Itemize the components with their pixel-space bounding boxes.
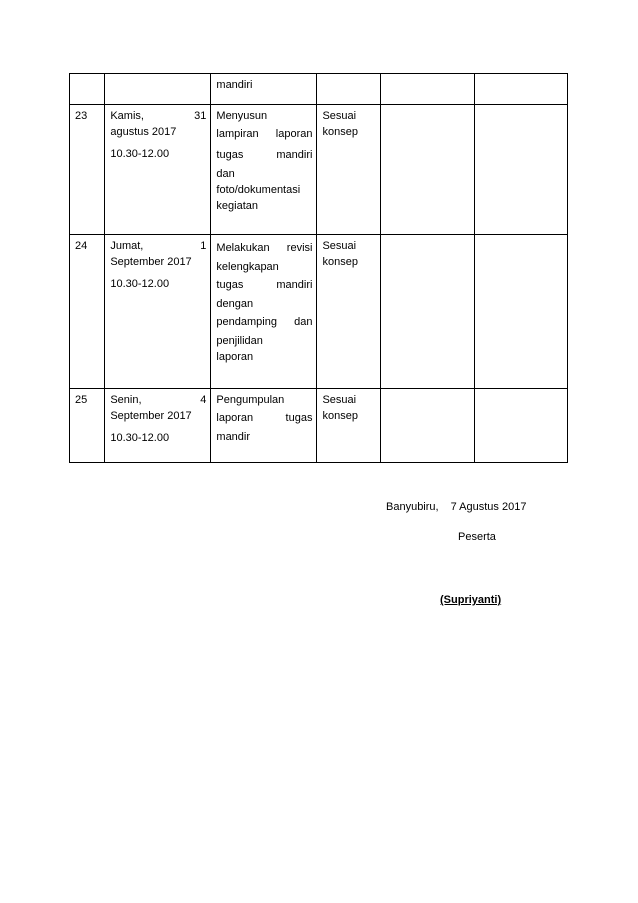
table-row [70, 74, 568, 105]
cell-activity [211, 74, 317, 105]
signature-name: (Supriyanti) [440, 594, 502, 606]
cell-empty [475, 389, 568, 463]
cell-result: Sesuai konsep [317, 235, 381, 389]
cell-empty [475, 74, 568, 105]
cell-empty [475, 105, 568, 235]
activity-log-table [69, 73, 568, 463]
signature-role: Peserta [458, 531, 496, 543]
table-row [70, 235, 568, 389]
cell-activity: Pengumpulan laporan tugas mandir [211, 389, 317, 463]
cell-date: Senin, 4 September 2017 10.30-12.00 [105, 389, 211, 463]
signature-date: 7 Agustus 2017 [450, 501, 527, 513]
cell-empty [381, 235, 475, 389]
cell-empty [381, 105, 475, 235]
cell-date [105, 74, 211, 105]
table-row [70, 105, 568, 235]
cell-activity: Melakukan revisi kelengkapan tugas mandiri dengan pendamping dan penjilidan laporan [211, 235, 317, 389]
cell-empty [381, 74, 475, 105]
cell-empty [381, 389, 475, 463]
cell-result: Sesuai konsep [317, 389, 381, 463]
cell-empty [475, 235, 568, 389]
cell-number: 25 [70, 389, 105, 463]
cell-number: 23 [70, 105, 105, 235]
signature-place: Banyubiru, [386, 501, 439, 513]
cell-result [317, 74, 381, 105]
table-row [70, 389, 568, 463]
activity-text: mandiri [216, 79, 253, 91]
cell-date: Kamis, 31 agustus 2017 10.30-12.00 [105, 105, 211, 235]
signature-place-date [386, 501, 526, 513]
cell-date: Jumat, 1 September 2017 10.30-12.00 [105, 235, 211, 389]
cell-number [70, 74, 105, 105]
cell-result: Sesuai konsep [317, 105, 381, 235]
cell-activity: Menyusun lampiran laporan tugas mandiri dan foto/dokumentasi kegiatan [211, 105, 317, 235]
cell-number: 24 [70, 235, 105, 389]
